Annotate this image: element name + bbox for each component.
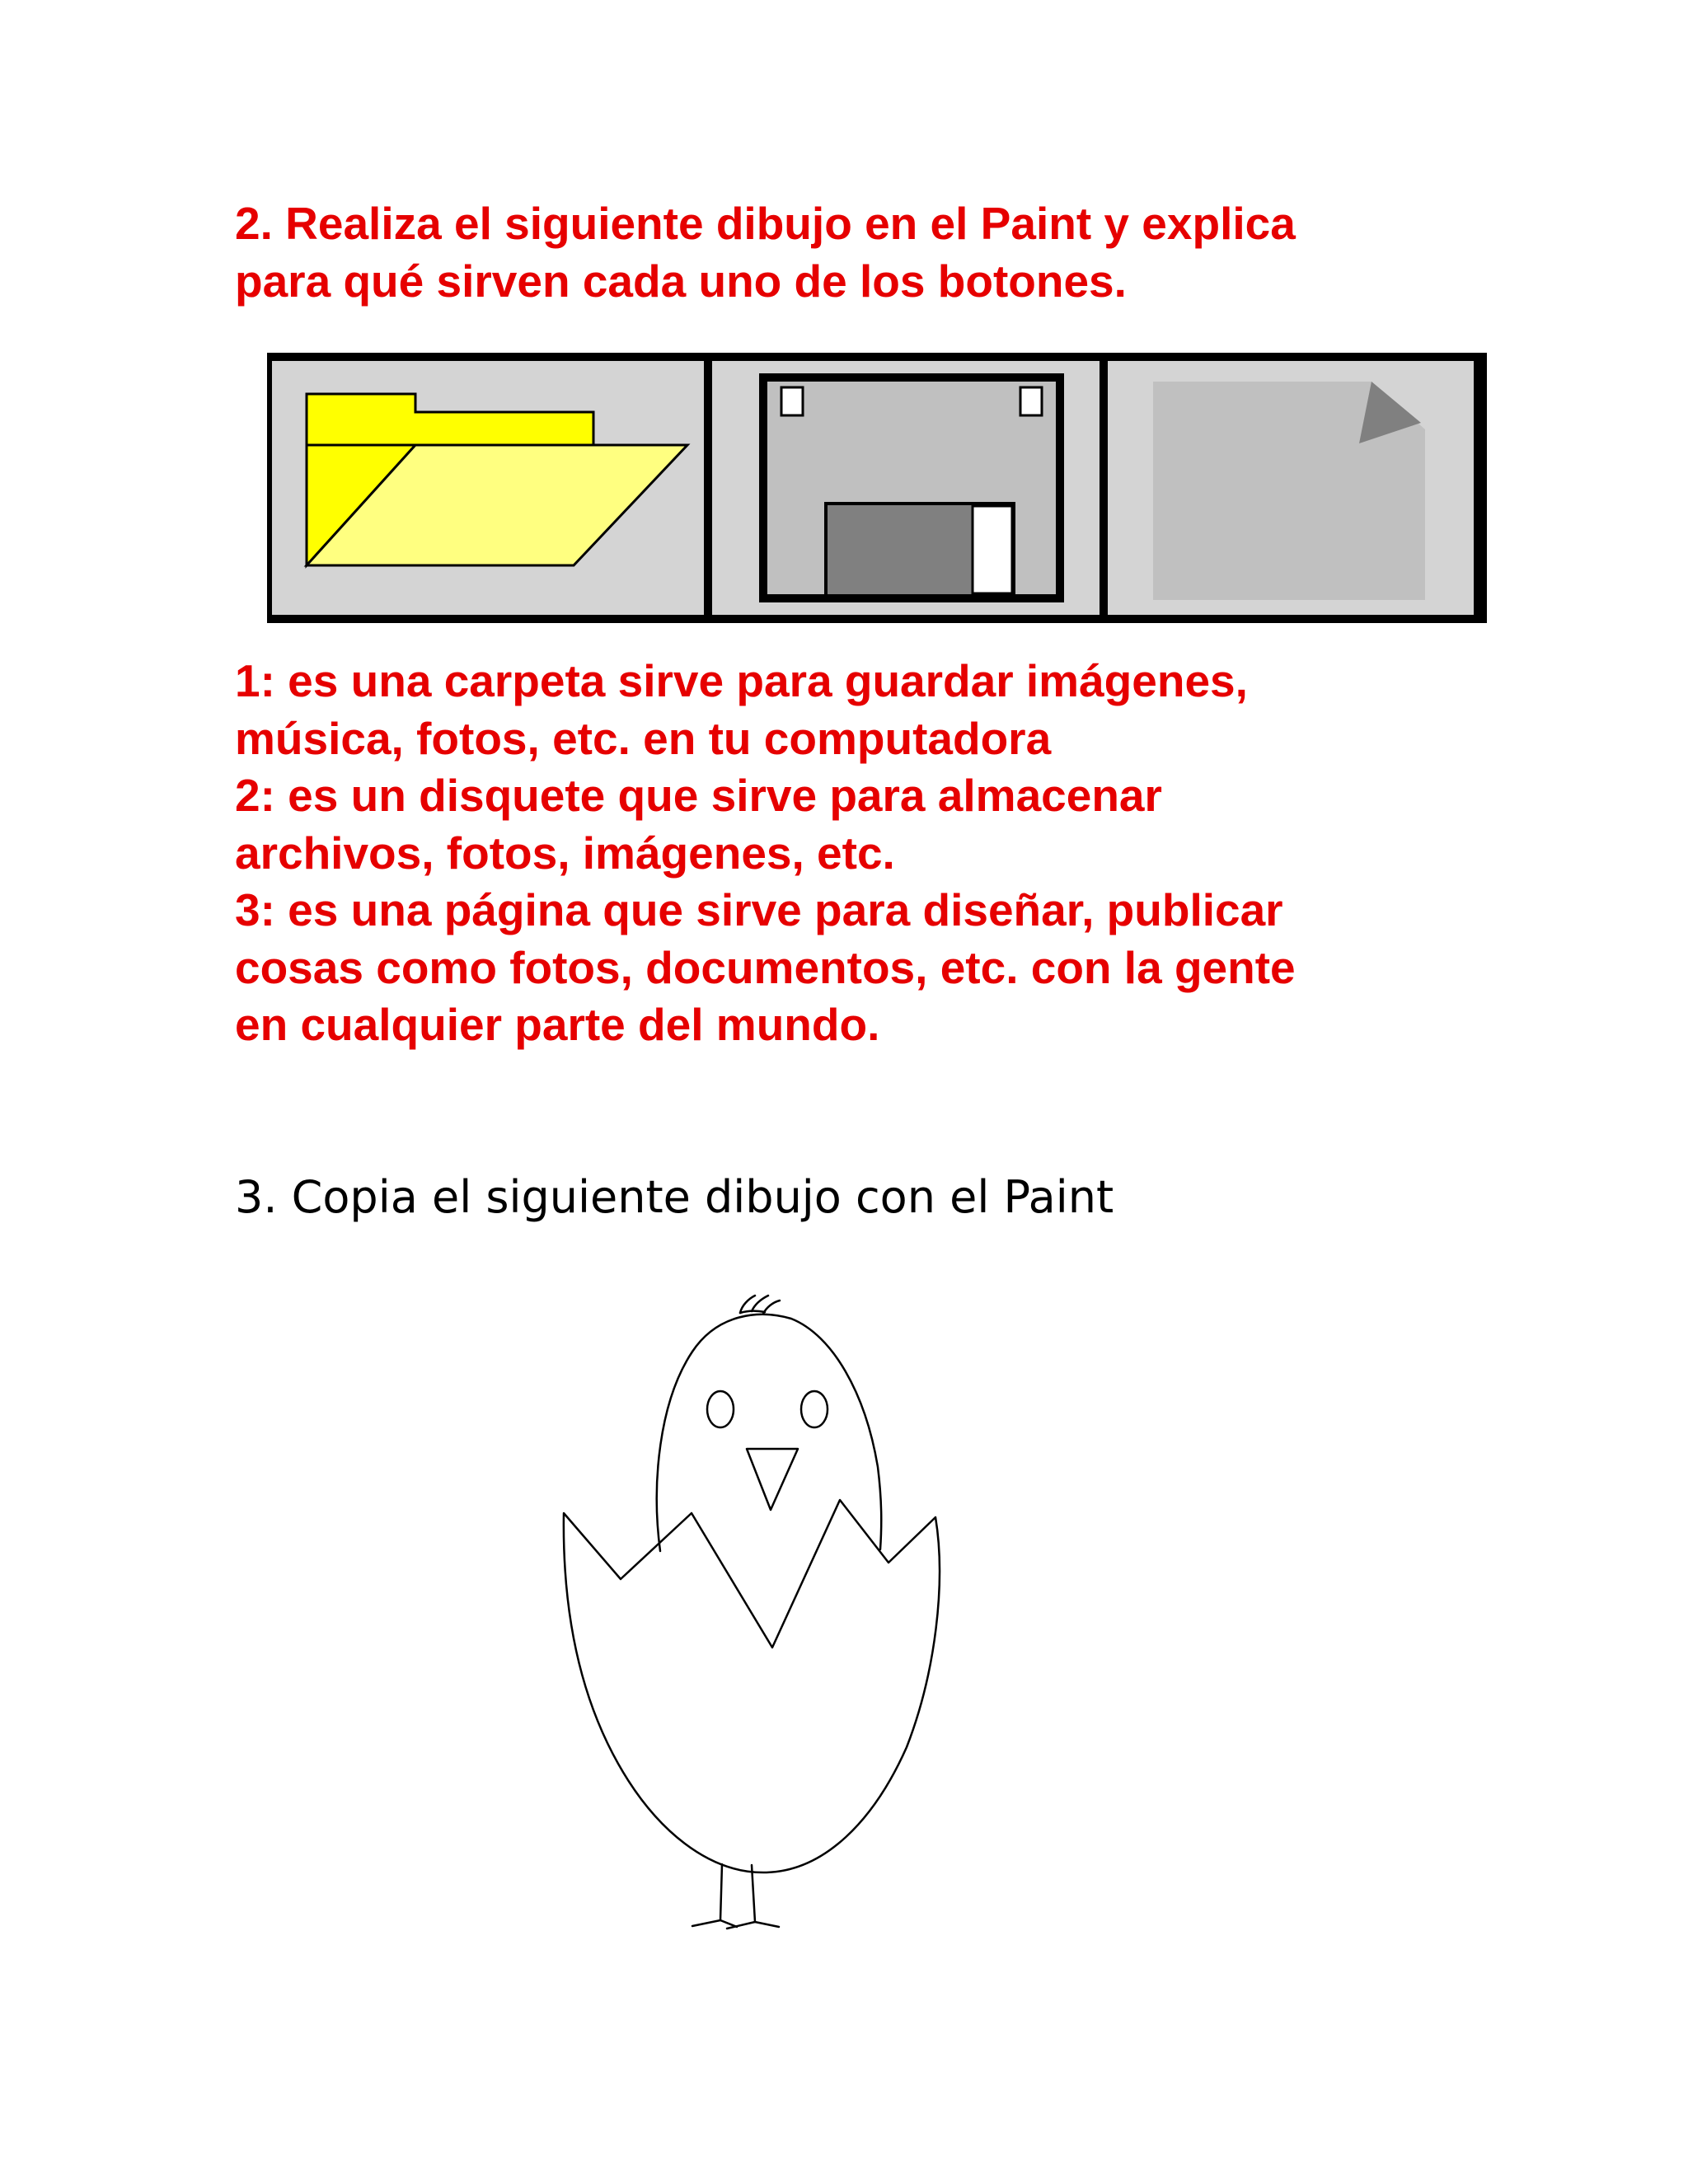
eggshell [564,1500,940,1872]
chick-legs [692,1864,779,1929]
answer-line: 3: es una página que sirve para diseñar, publicar [235,884,1283,935]
answer-line: cosas como fotos, documentos, etc. con la gente [235,941,1296,993]
question-2-title [235,194,1554,310]
floppy-disk-icon[interactable] [763,377,1060,598]
answer-line: música, fotos, etc. en tu computadora [235,712,1052,764]
question-2-title-line-1: 2. Realiza el siguiente dibujo en el Paint y explica [235,198,1296,249]
question-2-title-line-2: para qué sirven cada uno de los botones. [235,255,1127,307]
paint-toolbar-buttons [267,353,1487,623]
answers-block [235,653,1570,1054]
chick-beak [747,1449,798,1510]
new-page-icon[interactable] [1153,382,1425,600]
chick-tuft [740,1296,780,1314]
question-3-title: 3. Copia el siguiente dibujo con el Paint [235,1171,1114,1223]
answer-line: archivos, fotos, imágenes, etc. [235,827,895,879]
answer-line: 1: es una carpeta sirve para guardar imágenes, [235,655,1248,706]
answer-line: en cualquier parte del mundo. [235,999,880,1050]
chick-left-eye [707,1391,734,1427]
chick-right-eye [801,1391,828,1427]
hatching-chick-illustration [544,1286,973,1945]
answer-line: 2: es un disquete que sirve para almacenar [235,770,1162,821]
